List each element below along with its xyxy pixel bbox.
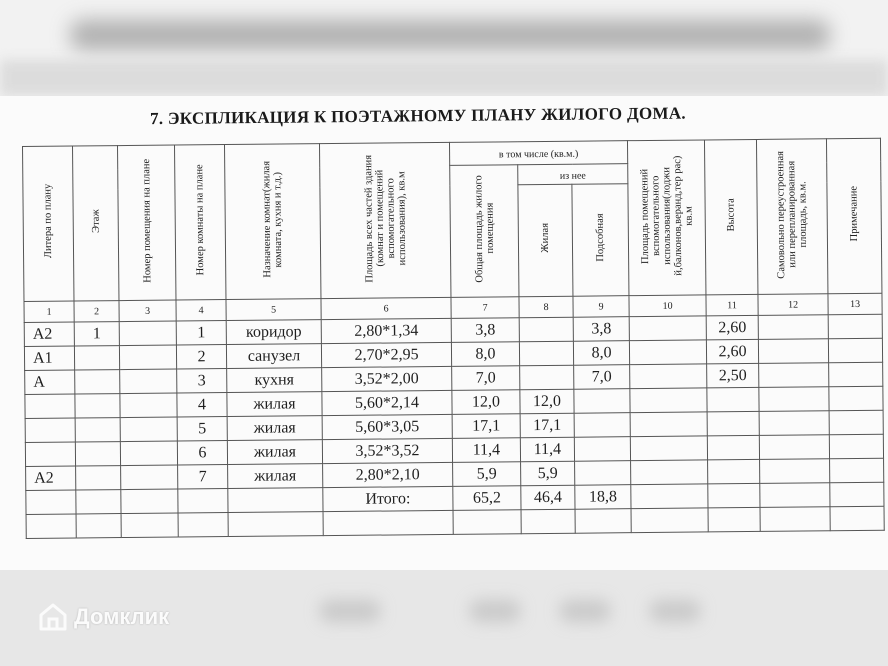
table-cell xyxy=(828,338,882,363)
cell-naznachenie: жилая xyxy=(227,440,322,465)
cell-komnata: 5 xyxy=(177,417,227,441)
table-cell xyxy=(121,489,178,514)
blurred-band xyxy=(0,60,888,96)
cell-pom xyxy=(121,465,178,490)
table-cell xyxy=(228,488,323,513)
cell-naznachenie: жилая xyxy=(227,392,322,417)
table-cell xyxy=(759,435,829,460)
cell-komnata: 2 xyxy=(176,345,226,369)
cell-podsobnaya: 8,0 xyxy=(573,341,629,366)
table-cell xyxy=(708,483,760,507)
header-obshchaya: Общая площадь жилого помещения xyxy=(450,165,519,298)
table-cell xyxy=(759,411,829,436)
cell-etazh: 1 xyxy=(74,322,119,346)
column-number: 5 xyxy=(226,299,321,321)
table-cell xyxy=(759,387,829,412)
column-number: 9 xyxy=(573,296,629,318)
cell-vysota: 2,60 xyxy=(706,339,758,363)
cell-razmer: 5,60*2,14 xyxy=(322,390,452,415)
header-zhilaya: Жилая xyxy=(518,184,573,296)
cell-naznachenie: коридор xyxy=(226,320,321,345)
total-podsobnaya: 18,8 xyxy=(575,485,631,510)
column-number: 2 xyxy=(74,301,119,322)
column-number: 11 xyxy=(706,294,758,315)
cell-vspom xyxy=(630,436,707,461)
cell-razmer: 5,60*3,05 xyxy=(322,414,452,439)
blurred-top-region xyxy=(0,0,888,96)
cell-pom xyxy=(120,441,177,466)
column-number: 13 xyxy=(828,293,882,315)
cell-obshchaya: 8,0 xyxy=(451,342,519,367)
cell-vspom xyxy=(629,340,706,365)
blurred-text xyxy=(70,20,830,50)
cell-vspom xyxy=(629,316,706,341)
cell-zhilaya: 5,9 xyxy=(521,461,575,486)
cell-vspom xyxy=(630,412,707,437)
header-vysota: Высота xyxy=(705,139,758,294)
cell-vspom xyxy=(630,364,707,389)
cell-litera: А2 xyxy=(26,466,76,490)
column-number: 3 xyxy=(119,300,176,322)
column-number: 1 xyxy=(24,301,74,322)
cell-litera: А2 xyxy=(24,322,74,346)
total-label: Итого: xyxy=(323,486,453,511)
table-cell xyxy=(26,490,76,514)
cell-pom xyxy=(120,417,177,442)
document-page xyxy=(0,96,888,570)
column-number: 10 xyxy=(629,295,706,317)
cell-komnata: 7 xyxy=(178,465,228,489)
explication-table xyxy=(22,138,886,570)
total-obshchaya: 65,2 xyxy=(453,486,521,511)
header-iz-nee: из нее xyxy=(518,164,628,185)
cell-naznachenie: жилая xyxy=(227,416,322,441)
table-cell xyxy=(760,483,830,508)
cell-zhilaya: 11,4 xyxy=(520,437,574,462)
column-number: 12 xyxy=(758,294,828,316)
table-cell xyxy=(760,459,830,484)
cell-razmer: 2,80*1,34 xyxy=(321,318,451,343)
table-cell xyxy=(759,363,829,388)
cell-podsobnaya xyxy=(574,389,630,414)
cell-pom xyxy=(119,321,176,346)
header-podsobnaya: Подсобная xyxy=(572,184,629,296)
column-number: 7 xyxy=(451,297,519,319)
cell-vysota xyxy=(708,459,760,483)
cell-podsobnaya: 7,0 xyxy=(574,365,630,390)
cell-podsobnaya xyxy=(574,413,630,438)
table-cell xyxy=(758,315,828,340)
cell-obshchaya: 3,8 xyxy=(451,318,519,343)
table-cell xyxy=(829,362,883,387)
cell-obshchaya: 12,0 xyxy=(452,390,520,415)
cell-zhilaya: 12,0 xyxy=(520,389,574,414)
cell-podsobnaya: 3,8 xyxy=(573,317,629,342)
column-number: 8 xyxy=(519,296,573,318)
column-number: 4 xyxy=(176,300,226,321)
cell-razmer: 2,80*2,10 xyxy=(323,462,453,487)
cell-vysota: 2,50 xyxy=(707,363,759,387)
cell-pom xyxy=(120,393,177,418)
table-cell xyxy=(631,484,708,509)
cell-vysota xyxy=(707,435,759,459)
table-cell xyxy=(830,458,884,483)
cell-etazh xyxy=(75,370,120,394)
cell-obshchaya: 7,0 xyxy=(452,366,520,391)
cell-vspom xyxy=(631,460,708,485)
table-cell xyxy=(178,489,228,513)
document-title: 7. ЭКСПЛИКАЦИЯ К ПОЭТАЖНОМУ ПЛАНУ ЖИЛОГО ДОМА. xyxy=(149,103,687,129)
cell-etazh xyxy=(74,346,119,370)
column-number: 6 xyxy=(321,297,451,319)
blurred-text xyxy=(470,600,520,622)
cell-komnata: 4 xyxy=(177,393,227,417)
header-samovolno: Самовольно переустроенная или перепланированная площадь, кв.м. xyxy=(757,139,828,295)
cell-litera xyxy=(25,442,75,466)
cell-pom xyxy=(120,369,177,394)
cell-pom xyxy=(119,345,176,370)
cell-vspom xyxy=(630,388,707,413)
cell-razmer: 2,70*2,95 xyxy=(321,342,451,367)
cell-naznachenie: кухня xyxy=(227,368,322,393)
cell-litera: А xyxy=(25,370,75,394)
header-ploshchad-vspom: Площадь помещений вспомогательного использования(лоджи й,балконов,веранд,тер рас) кв.м xyxy=(628,140,706,296)
table-cell xyxy=(829,386,883,411)
cell-komnata: 6 xyxy=(177,441,227,465)
blurred-text xyxy=(650,600,700,622)
header-ploshchad-chastey: Площадь всех частей здания (комнат и помещений вспомогательного использования), кв.м xyxy=(319,142,450,298)
header-naznachenie: Назначение комнат(жилая комната, кухня и т.д.) xyxy=(224,144,320,300)
cell-vysota xyxy=(707,411,759,435)
cell-etazh xyxy=(75,394,120,418)
cell-vysota xyxy=(707,387,759,411)
table-cell xyxy=(76,490,121,514)
table-cell xyxy=(829,410,883,435)
header-litera: Литера по плану xyxy=(23,146,74,301)
cell-komnata: 3 xyxy=(177,369,227,393)
header-nomer-pomeshcheniya: Номер помещения на плане xyxy=(118,145,176,301)
cell-obshchaya: 11,4 xyxy=(452,438,520,463)
header-v-tom-chisle: в том числе (кв.м.) xyxy=(449,141,627,166)
blurred-text xyxy=(560,600,610,622)
cell-zhilaya xyxy=(519,317,573,342)
cell-podsobnaya xyxy=(574,437,630,462)
cell-zhilaya xyxy=(519,341,573,366)
cell-naznachenie: жилая xyxy=(228,464,323,489)
cell-vysota: 2,60 xyxy=(706,315,758,339)
cell-naznachenie: санузел xyxy=(226,344,321,369)
cell-litera xyxy=(25,394,75,418)
header-nomer-komnaty: Номер комнаты на плане xyxy=(174,145,225,300)
cell-komnata: 1 xyxy=(176,321,226,345)
cell-zhilaya xyxy=(520,365,574,390)
cell-litera: А1 xyxy=(24,346,74,370)
house-logo-icon xyxy=(38,602,68,632)
cell-obshchaya: 17,1 xyxy=(452,414,520,439)
cell-razmer: 3,52*3,52 xyxy=(322,438,452,463)
watermark xyxy=(38,602,169,632)
header-etazh: Этаж xyxy=(73,146,119,301)
table-cell xyxy=(830,482,884,507)
total-zhilaya: 46,4 xyxy=(521,485,575,510)
cell-etazh xyxy=(75,442,120,466)
header-primechanie: Примечание xyxy=(826,138,881,294)
cell-podsobnaya xyxy=(575,461,631,486)
cell-obshchaya: 5,9 xyxy=(453,462,521,487)
table-cell xyxy=(758,339,828,364)
cell-litera xyxy=(25,418,75,442)
cell-etazh xyxy=(76,466,121,490)
cell-razmer: 3,52*2,00 xyxy=(322,366,452,391)
table-cell xyxy=(829,434,883,459)
table-cell xyxy=(828,314,882,339)
blurred-text xyxy=(320,600,380,622)
cell-etazh xyxy=(75,418,120,442)
watermark-text: Домклик xyxy=(74,604,170,629)
cell-zhilaya: 17,1 xyxy=(520,413,574,438)
